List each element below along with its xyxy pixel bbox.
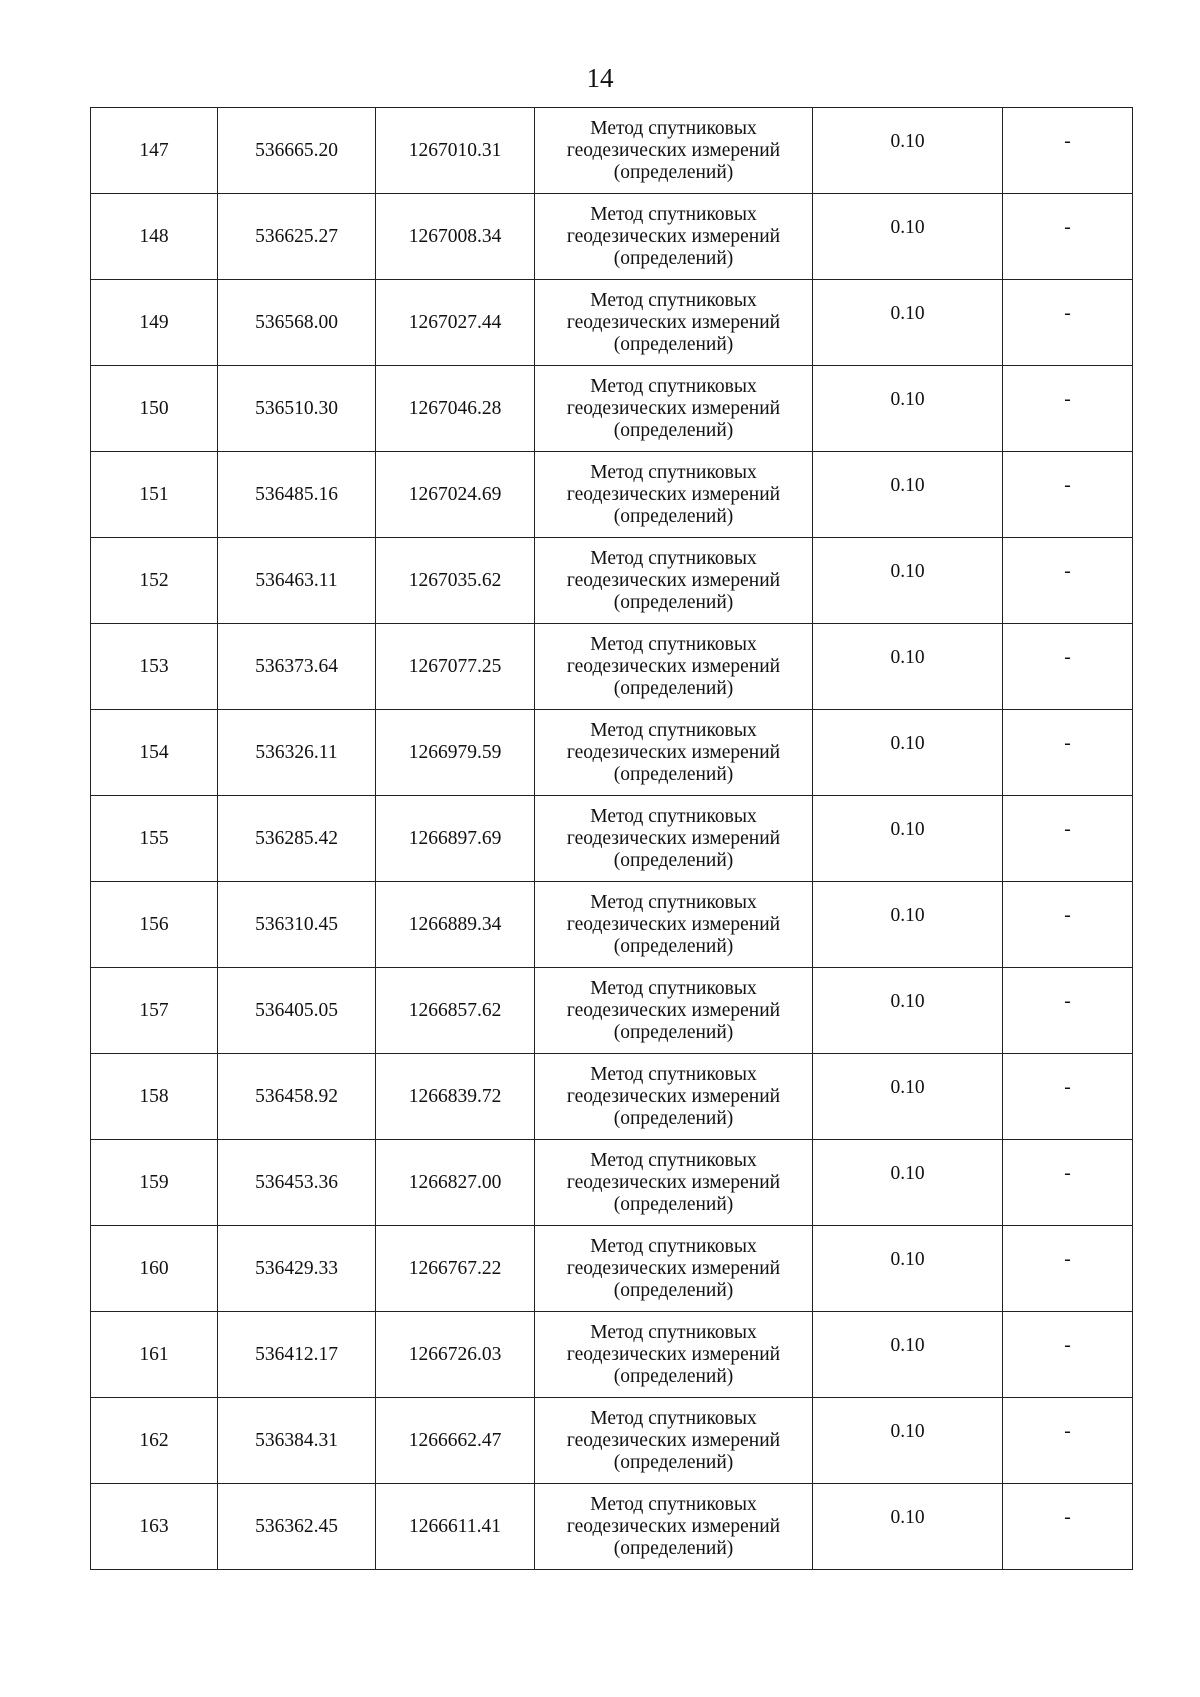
table-row <box>91 108 1133 194</box>
method-cell <box>535 1140 813 1226</box>
coordinates-table <box>90 107 1133 1570</box>
point-number-cell: 162 <box>91 1398 218 1484</box>
method-line: геодезических измерений <box>566 139 781 161</box>
y-coordinate-cell: 1266662.47 <box>376 1398 535 1484</box>
table-row <box>91 1054 1133 1140</box>
method-line: (определений) <box>613 419 734 441</box>
extra-cell-value: - <box>1064 216 1071 238</box>
method-line: геодезических измерений <box>566 1429 781 1451</box>
extra-cell <box>1003 366 1133 452</box>
y-coordinate-cell: 1266889.34 <box>376 882 535 968</box>
precision-cell-value: 0.10 <box>890 302 925 324</box>
method-line: Метод спутниковых <box>590 375 757 397</box>
extra-cell-value: - <box>1064 818 1071 840</box>
extra-cell <box>1003 108 1133 194</box>
method-line: (определений) <box>613 935 734 957</box>
method-line: геодезических измерений <box>566 999 781 1021</box>
precision-cell <box>813 968 1003 1054</box>
method-cell <box>535 108 813 194</box>
method-line: (определений) <box>613 1021 734 1043</box>
x-coordinate-cell: 536458.92 <box>218 1054 376 1140</box>
method-line: геодезических измерений <box>566 397 781 419</box>
point-number-cell: 153 <box>91 624 218 710</box>
y-coordinate-cell: 1267046.28 <box>376 366 535 452</box>
method-line: геодезических измерений <box>566 311 781 333</box>
extra-cell-value: - <box>1064 388 1071 410</box>
extra-cell <box>1003 968 1133 1054</box>
point-number-cell: 151 <box>91 452 218 538</box>
extra-cell <box>1003 280 1133 366</box>
method-line: Метод спутниковых <box>590 1407 757 1429</box>
table-row <box>91 1312 1133 1398</box>
point-number-cell: 154 <box>91 710 218 796</box>
x-coordinate-cell: 536429.33 <box>218 1226 376 1312</box>
table-row <box>91 624 1133 710</box>
method-line: Метод спутниковых <box>590 1235 757 1257</box>
precision-cell <box>813 710 1003 796</box>
extra-cell <box>1003 1140 1133 1226</box>
point-number-cell: 158 <box>91 1054 218 1140</box>
precision-cell <box>813 796 1003 882</box>
method-line: (определений) <box>613 1107 734 1129</box>
point-number-cell: 152 <box>91 538 218 624</box>
point-number-cell: 157 <box>91 968 218 1054</box>
point-number-cell: 148 <box>91 194 218 280</box>
precision-cell-value: 0.10 <box>890 1248 925 1270</box>
y-coordinate-cell: 1267024.69 <box>376 452 535 538</box>
method-line: (определений) <box>613 247 734 269</box>
method-cell <box>535 366 813 452</box>
method-cell <box>535 1312 813 1398</box>
extra-cell <box>1003 1054 1133 1140</box>
extra-cell-value: - <box>1064 1334 1071 1356</box>
y-coordinate-cell: 1266767.22 <box>376 1226 535 1312</box>
method-line: Метод спутниковых <box>590 1493 757 1515</box>
extra-cell-value: - <box>1064 1162 1071 1184</box>
precision-cell <box>813 1054 1003 1140</box>
precision-cell <box>813 452 1003 538</box>
point-number-cell: 161 <box>91 1312 218 1398</box>
precision-cell-value: 0.10 <box>890 1162 925 1184</box>
method-line: Метод спутниковых <box>590 977 757 999</box>
extra-cell <box>1003 538 1133 624</box>
y-coordinate-cell: 1267077.25 <box>376 624 535 710</box>
method-line: (определений) <box>613 1279 734 1301</box>
extra-cell-value: - <box>1064 560 1071 582</box>
extra-cell <box>1003 1484 1133 1570</box>
x-coordinate-cell: 536625.27 <box>218 194 376 280</box>
precision-cell <box>813 1398 1003 1484</box>
extra-cell-value: - <box>1064 130 1071 152</box>
point-number-cell: 149 <box>91 280 218 366</box>
extra-cell <box>1003 1226 1133 1312</box>
method-cell <box>535 1054 813 1140</box>
y-coordinate-cell: 1267010.31 <box>376 108 535 194</box>
extra-cell-value: - <box>1064 302 1071 324</box>
extra-cell-value: - <box>1064 646 1071 668</box>
x-coordinate-cell: 536510.30 <box>218 366 376 452</box>
table-row <box>91 1226 1133 1312</box>
precision-cell <box>813 624 1003 710</box>
method-line: (определений) <box>613 161 734 183</box>
method-cell <box>535 194 813 280</box>
extra-cell-value: - <box>1064 732 1071 754</box>
extra-cell <box>1003 882 1133 968</box>
method-line: геодезических измерений <box>566 569 781 591</box>
precision-cell-value: 0.10 <box>890 130 925 152</box>
x-coordinate-cell: 536485.16 <box>218 452 376 538</box>
method-cell <box>535 1226 813 1312</box>
method-line: геодезических измерений <box>566 913 781 935</box>
precision-cell-value: 0.10 <box>890 474 925 496</box>
precision-cell-value: 0.10 <box>890 1420 925 1442</box>
x-coordinate-cell: 536665.20 <box>218 108 376 194</box>
method-line: (определений) <box>613 505 734 527</box>
precision-cell-value: 0.10 <box>890 904 925 926</box>
y-coordinate-cell: 1266839.72 <box>376 1054 535 1140</box>
method-line: геодезических измерений <box>566 1515 781 1537</box>
method-line: Метод спутниковых <box>590 891 757 913</box>
extra-cell-value: - <box>1064 474 1071 496</box>
method-cell <box>535 280 813 366</box>
precision-cell-value: 0.10 <box>890 818 925 840</box>
method-cell <box>535 796 813 882</box>
extra-cell-value: - <box>1064 1420 1071 1442</box>
table-row <box>91 1484 1133 1570</box>
table-row <box>91 280 1133 366</box>
method-cell <box>535 882 813 968</box>
table-row <box>91 1140 1133 1226</box>
method-line: Метод спутниковых <box>590 805 757 827</box>
precision-cell <box>813 882 1003 968</box>
point-number-cell: 156 <box>91 882 218 968</box>
method-line: геодезических измерений <box>566 655 781 677</box>
method-cell <box>535 1398 813 1484</box>
table-body <box>91 108 1133 1570</box>
table-row <box>91 796 1133 882</box>
precision-cell-value: 0.10 <box>890 216 925 238</box>
point-number-cell: 150 <box>91 366 218 452</box>
method-line: Метод спутниковых <box>590 1063 757 1085</box>
method-cell <box>535 710 813 796</box>
method-cell <box>535 452 813 538</box>
y-coordinate-cell: 1266611.41 <box>376 1484 535 1570</box>
method-line: геодезических измерений <box>566 1343 781 1365</box>
extra-cell <box>1003 1312 1133 1398</box>
method-cell <box>535 624 813 710</box>
table-row <box>91 366 1133 452</box>
point-number-cell: 147 <box>91 108 218 194</box>
precision-cell <box>813 1226 1003 1312</box>
point-number-cell: 163 <box>91 1484 218 1570</box>
extra-cell-value: - <box>1064 1076 1071 1098</box>
extra-cell-value: - <box>1064 1506 1071 1528</box>
table-row <box>91 710 1133 796</box>
method-line: (определений) <box>613 333 734 355</box>
precision-cell <box>813 1484 1003 1570</box>
y-coordinate-cell: 1267035.62 <box>376 538 535 624</box>
y-coordinate-cell: 1266979.59 <box>376 710 535 796</box>
method-cell <box>535 538 813 624</box>
method-line: (определений) <box>613 1537 734 1559</box>
extra-cell-value: - <box>1064 904 1071 926</box>
method-line: Метод спутниковых <box>590 1321 757 1343</box>
method-line: (определений) <box>613 763 734 785</box>
x-coordinate-cell: 536373.64 <box>218 624 376 710</box>
precision-cell <box>813 366 1003 452</box>
y-coordinate-cell: 1267027.44 <box>376 280 535 366</box>
y-coordinate-cell: 1266827.00 <box>376 1140 535 1226</box>
point-number-cell: 159 <box>91 1140 218 1226</box>
method-line: Метод спутниковых <box>590 547 757 569</box>
method-line: Метод спутниковых <box>590 1149 757 1171</box>
precision-cell <box>813 194 1003 280</box>
extra-cell-value: - <box>1064 990 1071 1012</box>
precision-cell <box>813 1140 1003 1226</box>
precision-cell-value: 0.10 <box>890 732 925 754</box>
method-line: (определений) <box>613 1365 734 1387</box>
extra-cell <box>1003 452 1133 538</box>
method-line: геодезических измерений <box>566 741 781 763</box>
precision-cell-value: 0.10 <box>890 560 925 582</box>
precision-cell-value: 0.10 <box>890 388 925 410</box>
extra-cell <box>1003 1398 1133 1484</box>
method-line: (определений) <box>613 1193 734 1215</box>
table-row <box>91 452 1133 538</box>
method-line: Метод спутниковых <box>590 203 757 225</box>
extra-cell-value: - <box>1064 1248 1071 1270</box>
table-row <box>91 968 1133 1054</box>
extra-cell <box>1003 194 1133 280</box>
method-cell <box>535 968 813 1054</box>
precision-cell-value: 0.10 <box>890 1506 925 1528</box>
precision-cell-value: 0.10 <box>890 646 925 668</box>
x-coordinate-cell: 536463.11 <box>218 538 376 624</box>
extra-cell <box>1003 710 1133 796</box>
method-line: геодезических измерений <box>566 225 781 247</box>
x-coordinate-cell: 536405.05 <box>218 968 376 1054</box>
y-coordinate-cell: 1267008.34 <box>376 194 535 280</box>
x-coordinate-cell: 536412.17 <box>218 1312 376 1398</box>
x-coordinate-cell: 536326.11 <box>218 710 376 796</box>
method-line: (определений) <box>613 849 734 871</box>
method-cell <box>535 1484 813 1570</box>
x-coordinate-cell: 536453.36 <box>218 1140 376 1226</box>
precision-cell <box>813 108 1003 194</box>
x-coordinate-cell: 536362.45 <box>218 1484 376 1570</box>
method-line: (определений) <box>613 1451 734 1473</box>
precision-cell-value: 0.10 <box>890 1076 925 1098</box>
table-row <box>91 1398 1133 1484</box>
precision-cell <box>813 538 1003 624</box>
x-coordinate-cell: 536384.31 <box>218 1398 376 1484</box>
method-line: Метод спутниковых <box>590 461 757 483</box>
y-coordinate-cell: 1266857.62 <box>376 968 535 1054</box>
page-number: 14 <box>586 63 614 93</box>
extra-cell <box>1003 624 1133 710</box>
method-line: геодезических измерений <box>566 483 781 505</box>
precision-cell-value: 0.10 <box>890 990 925 1012</box>
table-row <box>91 194 1133 280</box>
x-coordinate-cell: 536568.00 <box>218 280 376 366</box>
precision-cell <box>813 280 1003 366</box>
point-number-cell: 155 <box>91 796 218 882</box>
x-coordinate-cell: 536310.45 <box>218 882 376 968</box>
method-line: (определений) <box>613 591 734 613</box>
method-line: геодезических измерений <box>566 827 781 849</box>
method-line: Метод спутниковых <box>590 633 757 655</box>
point-number-cell: 160 <box>91 1226 218 1312</box>
precision-cell-value: 0.10 <box>890 1334 925 1356</box>
method-line: геодезических измерений <box>566 1085 781 1107</box>
x-coordinate-cell: 536285.42 <box>218 796 376 882</box>
table-row <box>91 538 1133 624</box>
method-line: Метод спутниковых <box>590 289 757 311</box>
table-row <box>91 882 1133 968</box>
precision-cell <box>813 1312 1003 1398</box>
method-line: (определений) <box>613 677 734 699</box>
method-line: геодезических измерений <box>566 1257 781 1279</box>
method-line: Метод спутниковых <box>590 117 757 139</box>
y-coordinate-cell: 1266726.03 <box>376 1312 535 1398</box>
extra-cell <box>1003 796 1133 882</box>
method-line: Метод спутниковых <box>590 719 757 741</box>
method-line: геодезических измерений <box>566 1171 781 1193</box>
y-coordinate-cell: 1266897.69 <box>376 796 535 882</box>
